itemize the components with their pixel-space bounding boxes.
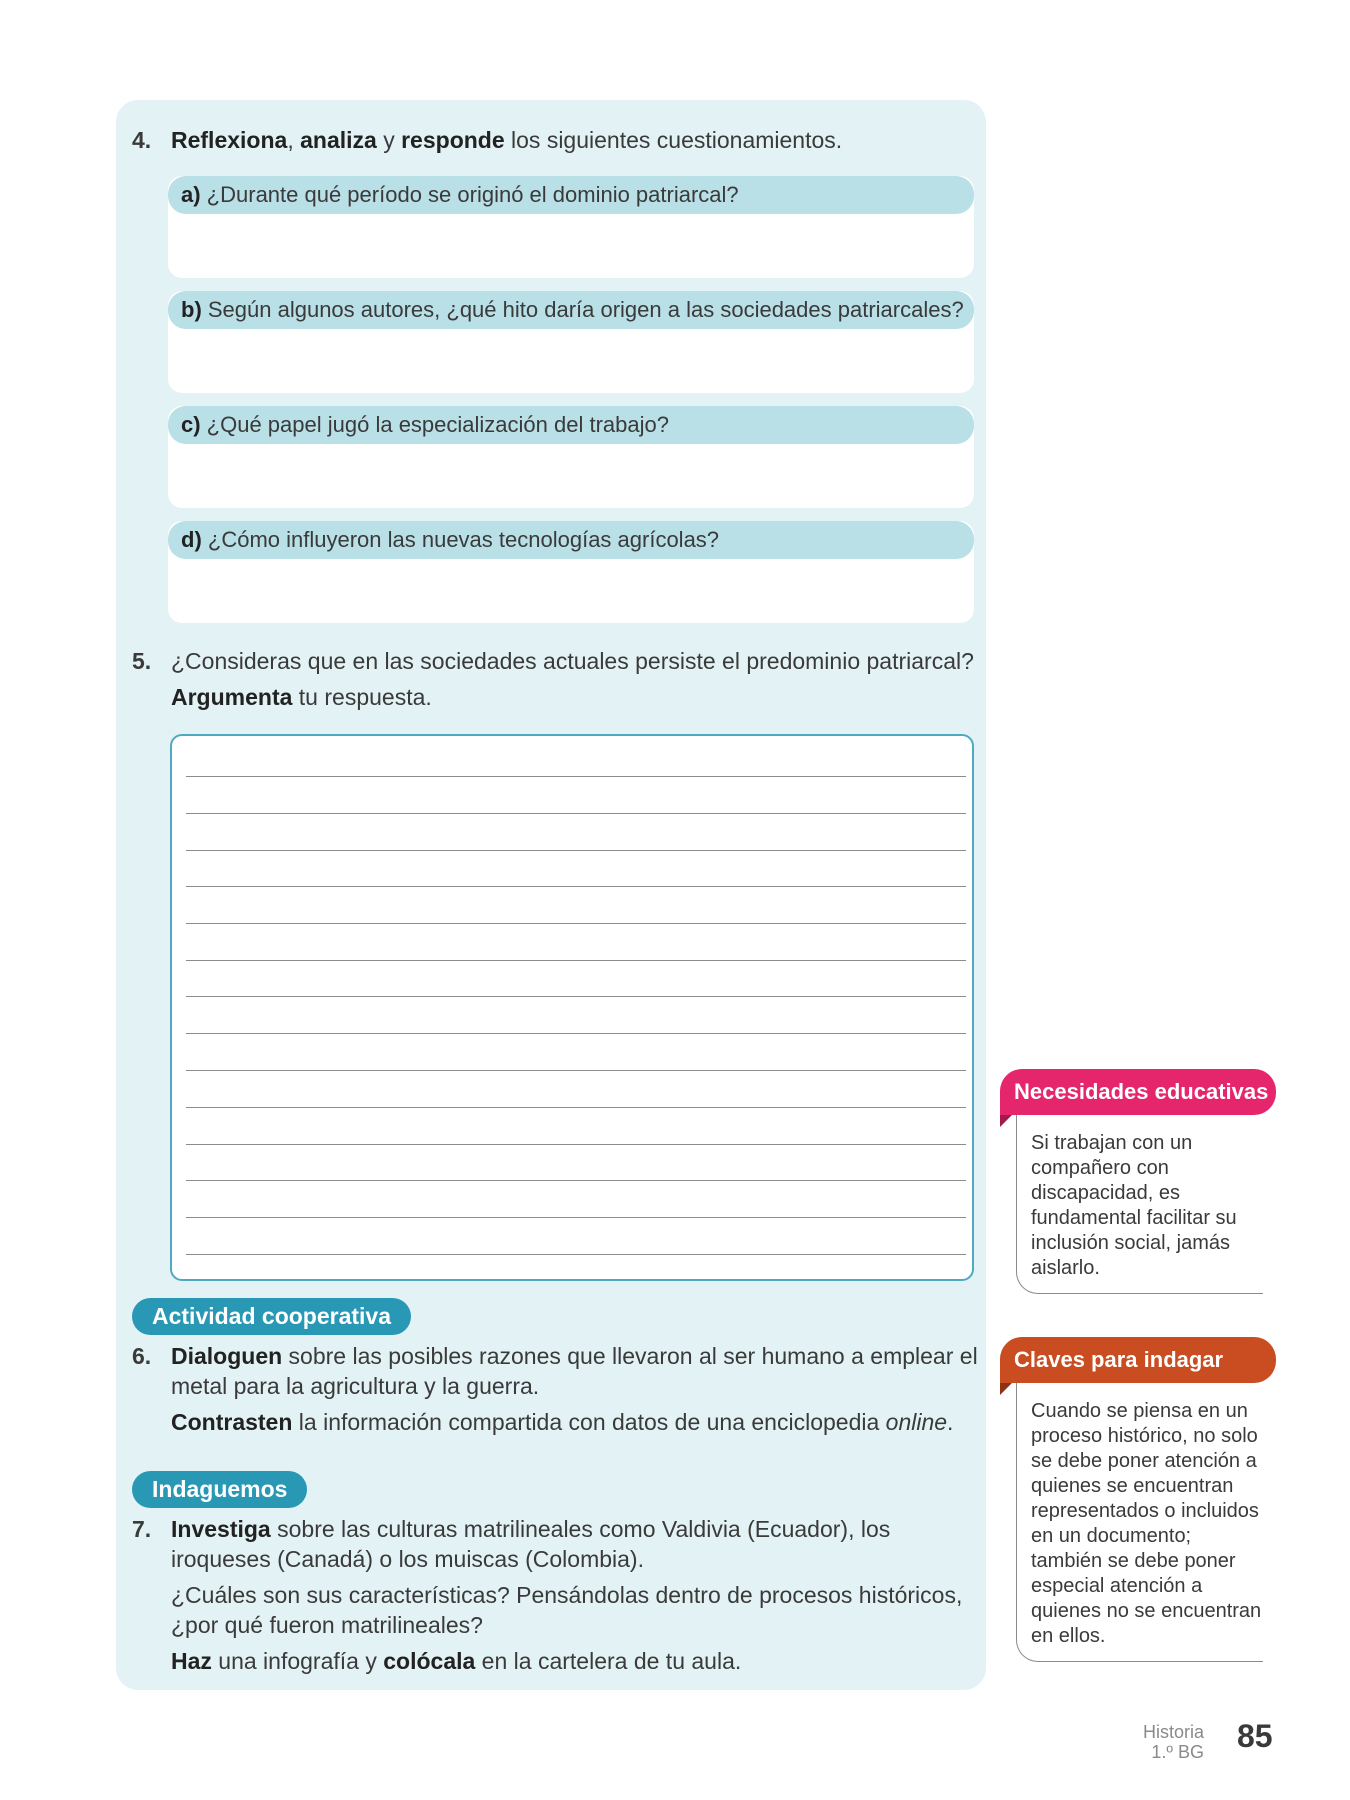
subquestion-c[interactable] bbox=[168, 406, 974, 508]
writing-line bbox=[186, 1070, 966, 1071]
writing-line bbox=[186, 886, 966, 887]
writing-line bbox=[186, 996, 966, 997]
question-4-title: 4. Reflexiona, analiza y responde los siguientes cuestionamientos. bbox=[132, 127, 843, 153]
writing-line bbox=[186, 1144, 966, 1145]
research-keys-body: Cuando se piensa en un proceso histórico, no solo se debe poner atención a quienes se encuentran representados o incluidos en un documento; también se debe poner especial atención a quienes no se encuentran en ellos. bbox=[1016, 1383, 1263, 1662]
footer-subject: Historia 1.º BG bbox=[1142, 1722, 1204, 1762]
subquestion-a-label: a) ¿Durante qué período se originó el dominio patriarcal? bbox=[168, 176, 974, 214]
writing-line bbox=[186, 1107, 966, 1108]
cooperative-activity-tag: Actividad cooperativa bbox=[132, 1298, 411, 1335]
writing-line bbox=[186, 923, 966, 924]
writing-line bbox=[186, 850, 966, 851]
writing-line bbox=[186, 813, 966, 814]
writing-line bbox=[186, 776, 966, 777]
question-5-title: 5. ¿Consideras que en las sociedades actuales persiste el predominio patriarcal? bbox=[132, 648, 974, 674]
answer-writing-box[interactable] bbox=[170, 734, 974, 1281]
subquestion-d-label: d) ¿Cómo influyeron las nuevas tecnologías agrícolas? bbox=[168, 521, 974, 559]
page-number: 85 bbox=[1237, 1718, 1273, 1754]
research-keys-box bbox=[1000, 1337, 1276, 1662]
special-needs-box bbox=[1000, 1069, 1276, 1294]
writing-line bbox=[186, 1254, 966, 1255]
question-7: 7. Investiga sobre las culturas matrilineales como Valdivia (Ecuador), los iroqueses (Canadá) o los muiscas (Colombia). ¿Cuáles son sus características? Pensándolas dentro de procesos históricos, ¿por qué fueron matrilineales? Haz una infografía y colócala en la cartelera de tu aula. bbox=[132, 1516, 963, 1674]
subquestion-d[interactable] bbox=[168, 521, 974, 623]
special-needs-title: Necesidades educativas bbox=[1000, 1069, 1276, 1115]
question-5-instruction: Argumenta tu respuesta. bbox=[171, 684, 432, 710]
subquestion-c-label: c) ¿Qué papel jugó la especialización del trabajo? bbox=[168, 406, 974, 444]
research-keys-title: Claves para indagar bbox=[1000, 1337, 1276, 1383]
writing-line bbox=[186, 1033, 966, 1034]
subquestion-b-label: b) Según algunos autores, ¿qué hito daría origen a las sociedades patriarcales? bbox=[168, 291, 974, 329]
writing-line bbox=[186, 1180, 966, 1181]
subquestion-b[interactable] bbox=[168, 291, 974, 393]
question-6: 6. Dialoguen sobre las posibles razones que llevaron al ser humano a emplear el metal para la agricultura y la guerra. Contrasten la información compartida con datos de una enciclopedia online. bbox=[132, 1343, 978, 1435]
subquestion-a[interactable] bbox=[168, 176, 974, 278]
writing-line bbox=[186, 1217, 966, 1218]
special-needs-body: Si trabajan con un compañero con discapacidad, es fundamental facilitar su inclusión social, jamás aislarlo. bbox=[1016, 1115, 1263, 1294]
writing-line bbox=[186, 960, 966, 961]
indaguemos-tag: Indaguemos bbox=[132, 1471, 307, 1508]
